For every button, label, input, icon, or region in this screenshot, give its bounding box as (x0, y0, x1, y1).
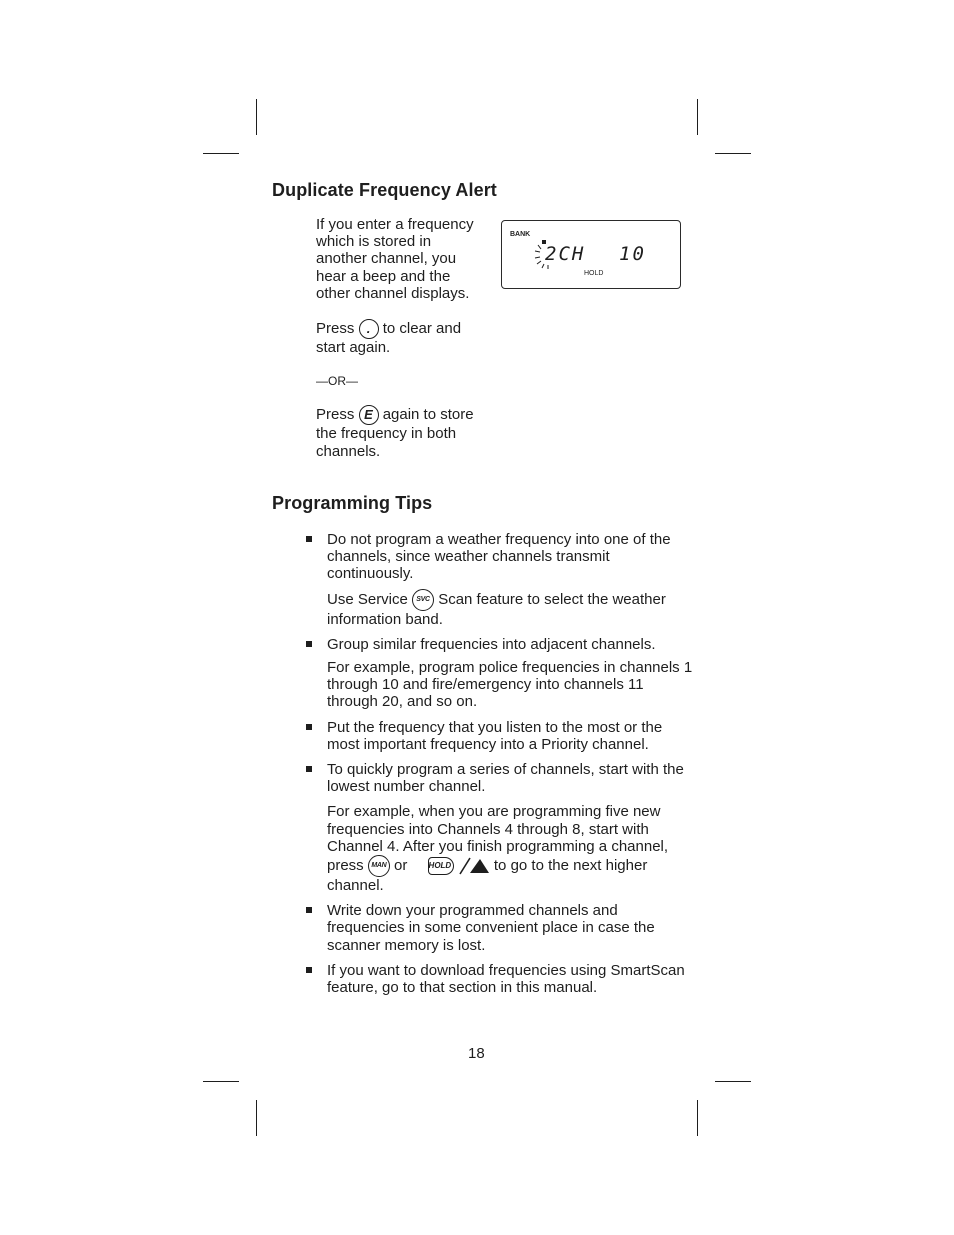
crop-mark (715, 1081, 751, 1082)
bullet-icon (306, 641, 312, 647)
tip-note: For example, program police frequencies in channels 1 through 10 and fire/emergency into channels 11 through 20, and so on. (327, 659, 693, 711)
slash-up-arrow-icon (458, 856, 490, 876)
clear-key-icon (359, 319, 379, 339)
tip-text: Do not program a weather frequency into one of the channels, since weather channels transmit continuously. (327, 531, 671, 583)
page-number: 18 (468, 1045, 485, 1062)
e-key-glyph: E (364, 407, 373, 423)
crop-mark (203, 1081, 239, 1082)
bank-label: BANK (510, 231, 531, 238)
list-item (305, 531, 695, 628)
tip-note-before: For example, when you are programming five new frequencies into Channels 4 through 8, start with Channel 4. After you finish programming a channel, press (327, 803, 669, 875)
tip-text: If you want to download frequencies using SmartScan feature, go to that section in this manual. (327, 961, 685, 997)
tip-text: To quickly program a series of channels, start with the lowest number channel. (327, 761, 684, 796)
hold-key-label: HOLD (428, 861, 452, 871)
bullet-icon (306, 907, 312, 913)
tip-note-after: Scan feature to select the weather information band. (327, 590, 666, 628)
press-store-after: again to store the frequency in both channels. (316, 406, 474, 460)
press-store-before: Press (316, 406, 355, 424)
tip-note (327, 803, 695, 894)
tip-text: Write down your programmed channels and frequencies in some convenient place in case the scanner memory is lost. (327, 902, 655, 954)
list-item (305, 636, 695, 711)
tip-note-before: Use Service (327, 590, 408, 608)
crop-mark (203, 153, 239, 154)
crop-mark (715, 153, 751, 154)
clear-key-glyph: . (366, 321, 371, 337)
or-word: or (394, 857, 408, 875)
svc-key-icon (412, 589, 434, 611)
list-item (305, 902, 695, 954)
crop-mark (256, 1100, 257, 1136)
hold-key-icon (428, 857, 454, 875)
duplicate-alert-intro: If you enter a frequency which is stored in another channel, you hear a beep and the other channel displays. (316, 216, 474, 302)
display-channel-number: 10 (619, 243, 646, 265)
man-key-icon (368, 855, 390, 877)
hold-label: HOLD (584, 270, 604, 277)
scanner-display (501, 220, 681, 289)
bullet-icon (306, 967, 312, 973)
press-store-instruction (316, 405, 476, 459)
crop-mark (697, 1100, 698, 1136)
list-item (305, 761, 695, 894)
svc-key-label: SVC (416, 595, 430, 603)
crop-mark (697, 99, 698, 135)
man-key-label: MAN (371, 862, 387, 870)
press-clear-after: to clear and start again. (316, 319, 462, 357)
crop-mark (256, 99, 257, 135)
tip-note-after: to go to the next higher channel. (327, 857, 648, 895)
press-clear-before: Press (316, 319, 355, 337)
tip-note (327, 589, 695, 628)
bullet-icon (306, 724, 312, 730)
list-item (305, 719, 695, 753)
programming-tips-list (305, 531, 695, 996)
display-channel-text: 2CH (545, 243, 586, 265)
press-clear-instruction (316, 319, 476, 356)
e-key-icon (359, 405, 379, 425)
bullet-icon (306, 536, 312, 542)
duplicate-alert-heading: Duplicate Frequency Alert (272, 180, 497, 200)
tip-text: Group similar frequencies into adjacent channels. (327, 635, 656, 653)
or-separator: —OR— (316, 374, 358, 389)
duplicate-alert-body (316, 216, 476, 460)
tip-text: Put the frequency that you listen to the most or the most important frequency into a Priority channel. (327, 718, 663, 753)
programming-tips-heading: Programming Tips (272, 493, 433, 513)
list-item (305, 962, 695, 996)
bullet-icon (306, 766, 312, 772)
